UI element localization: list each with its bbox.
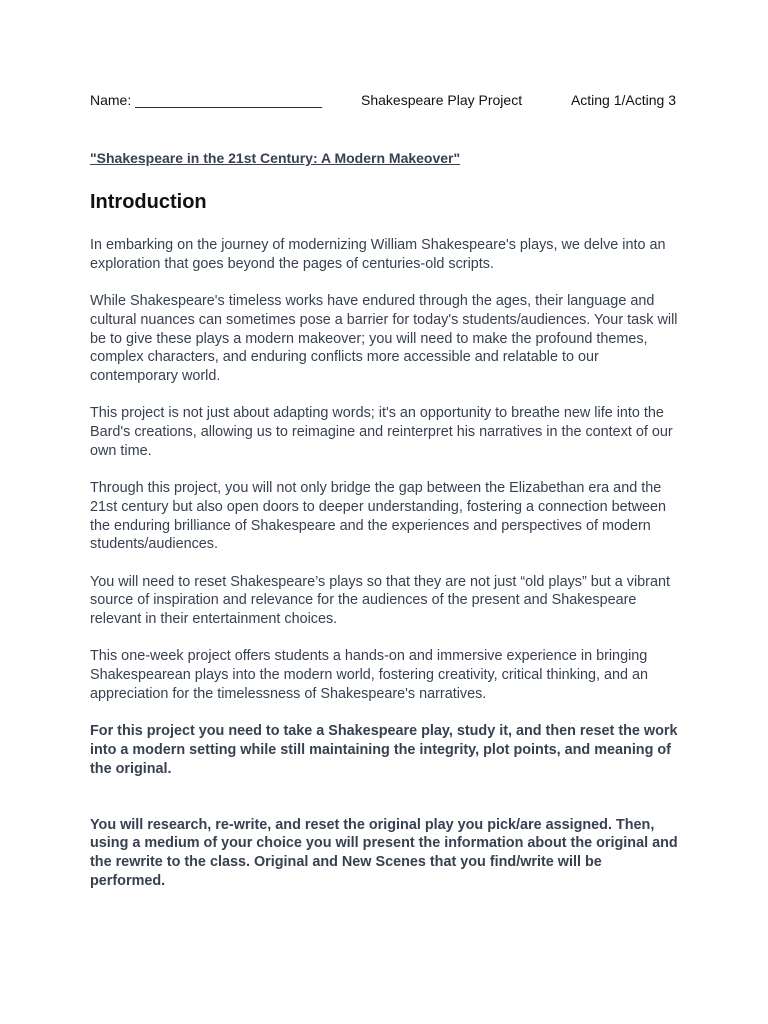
paragraph: This one-week project offers students a hands-on and immersive experience in bringing Shakespearean plays into the modern world, fostering creativity, critical thinking, and an appreciation for the timelessness of Shakespeare's narratives.: [90, 648, 649, 702]
paragraph: You will need to reset Shakespeare’s plays so that they are not just “old plays” but a vibrant source of inspiration and relevance for the audiences of the present and Shakespeare relevant in their entertainment choices.: [90, 573, 670, 627]
bold-paragraph: You will research, re-write, and reset the original play you pick/are assigned. Then, using a medium of your choice you will present the information about the original and the rewrite to the class. Original and New Scenes that you find/write will be performed.: [90, 816, 678, 889]
paragraph: This project is not just about adapting words; it's an opportunity to breathe new life into the Bard's creations, allowing us to reimagine and reinterpret his narratives in the context of our own time.: [90, 405, 673, 459]
paragraph: Through this project, you will not only bridge the gap between the Elizabethan era and the 21st century but also open doors to deeper understanding, fostering a connection between the enduring brilliance of Shakespeare and the experiences and perspectives of modern students/audiences.: [90, 480, 667, 553]
bold-paragraph: For this project you need to take a Shakespeare play, study it, and then reset the work into a modern setting while still maintaining the integrity, plot points, and meaning of the original.: [90, 723, 678, 777]
paragraph: While Shakespeare's timeless works have endured through the ages, their language and cultural nuances can sometimes pose a barrier for today's students/audiences. Your task will be to give these plays a modern makeover; you will need to make the profound themes, complex characters, and enduring conflicts more accessible and relatable to our contemporary world.: [90, 293, 678, 384]
document-body: [90, 236, 680, 909]
project-title: Shakespeare Play Project: [361, 92, 523, 108]
document-header: [90, 92, 680, 112]
paragraph: In embarking on the journey of modernizing William Shakespeare's plays, we delve into an exploration that goes beyond the pages of centuries-old scripts.: [90, 237, 666, 272]
name-field-label: Name: ________________________: [90, 92, 322, 108]
document-subtitle: "Shakespeare in the 21st Century: A Modern Makeover": [90, 150, 461, 166]
section-heading: Introduction: [90, 191, 207, 213]
course-label: Acting 1/Acting 3: [570, 92, 676, 108]
